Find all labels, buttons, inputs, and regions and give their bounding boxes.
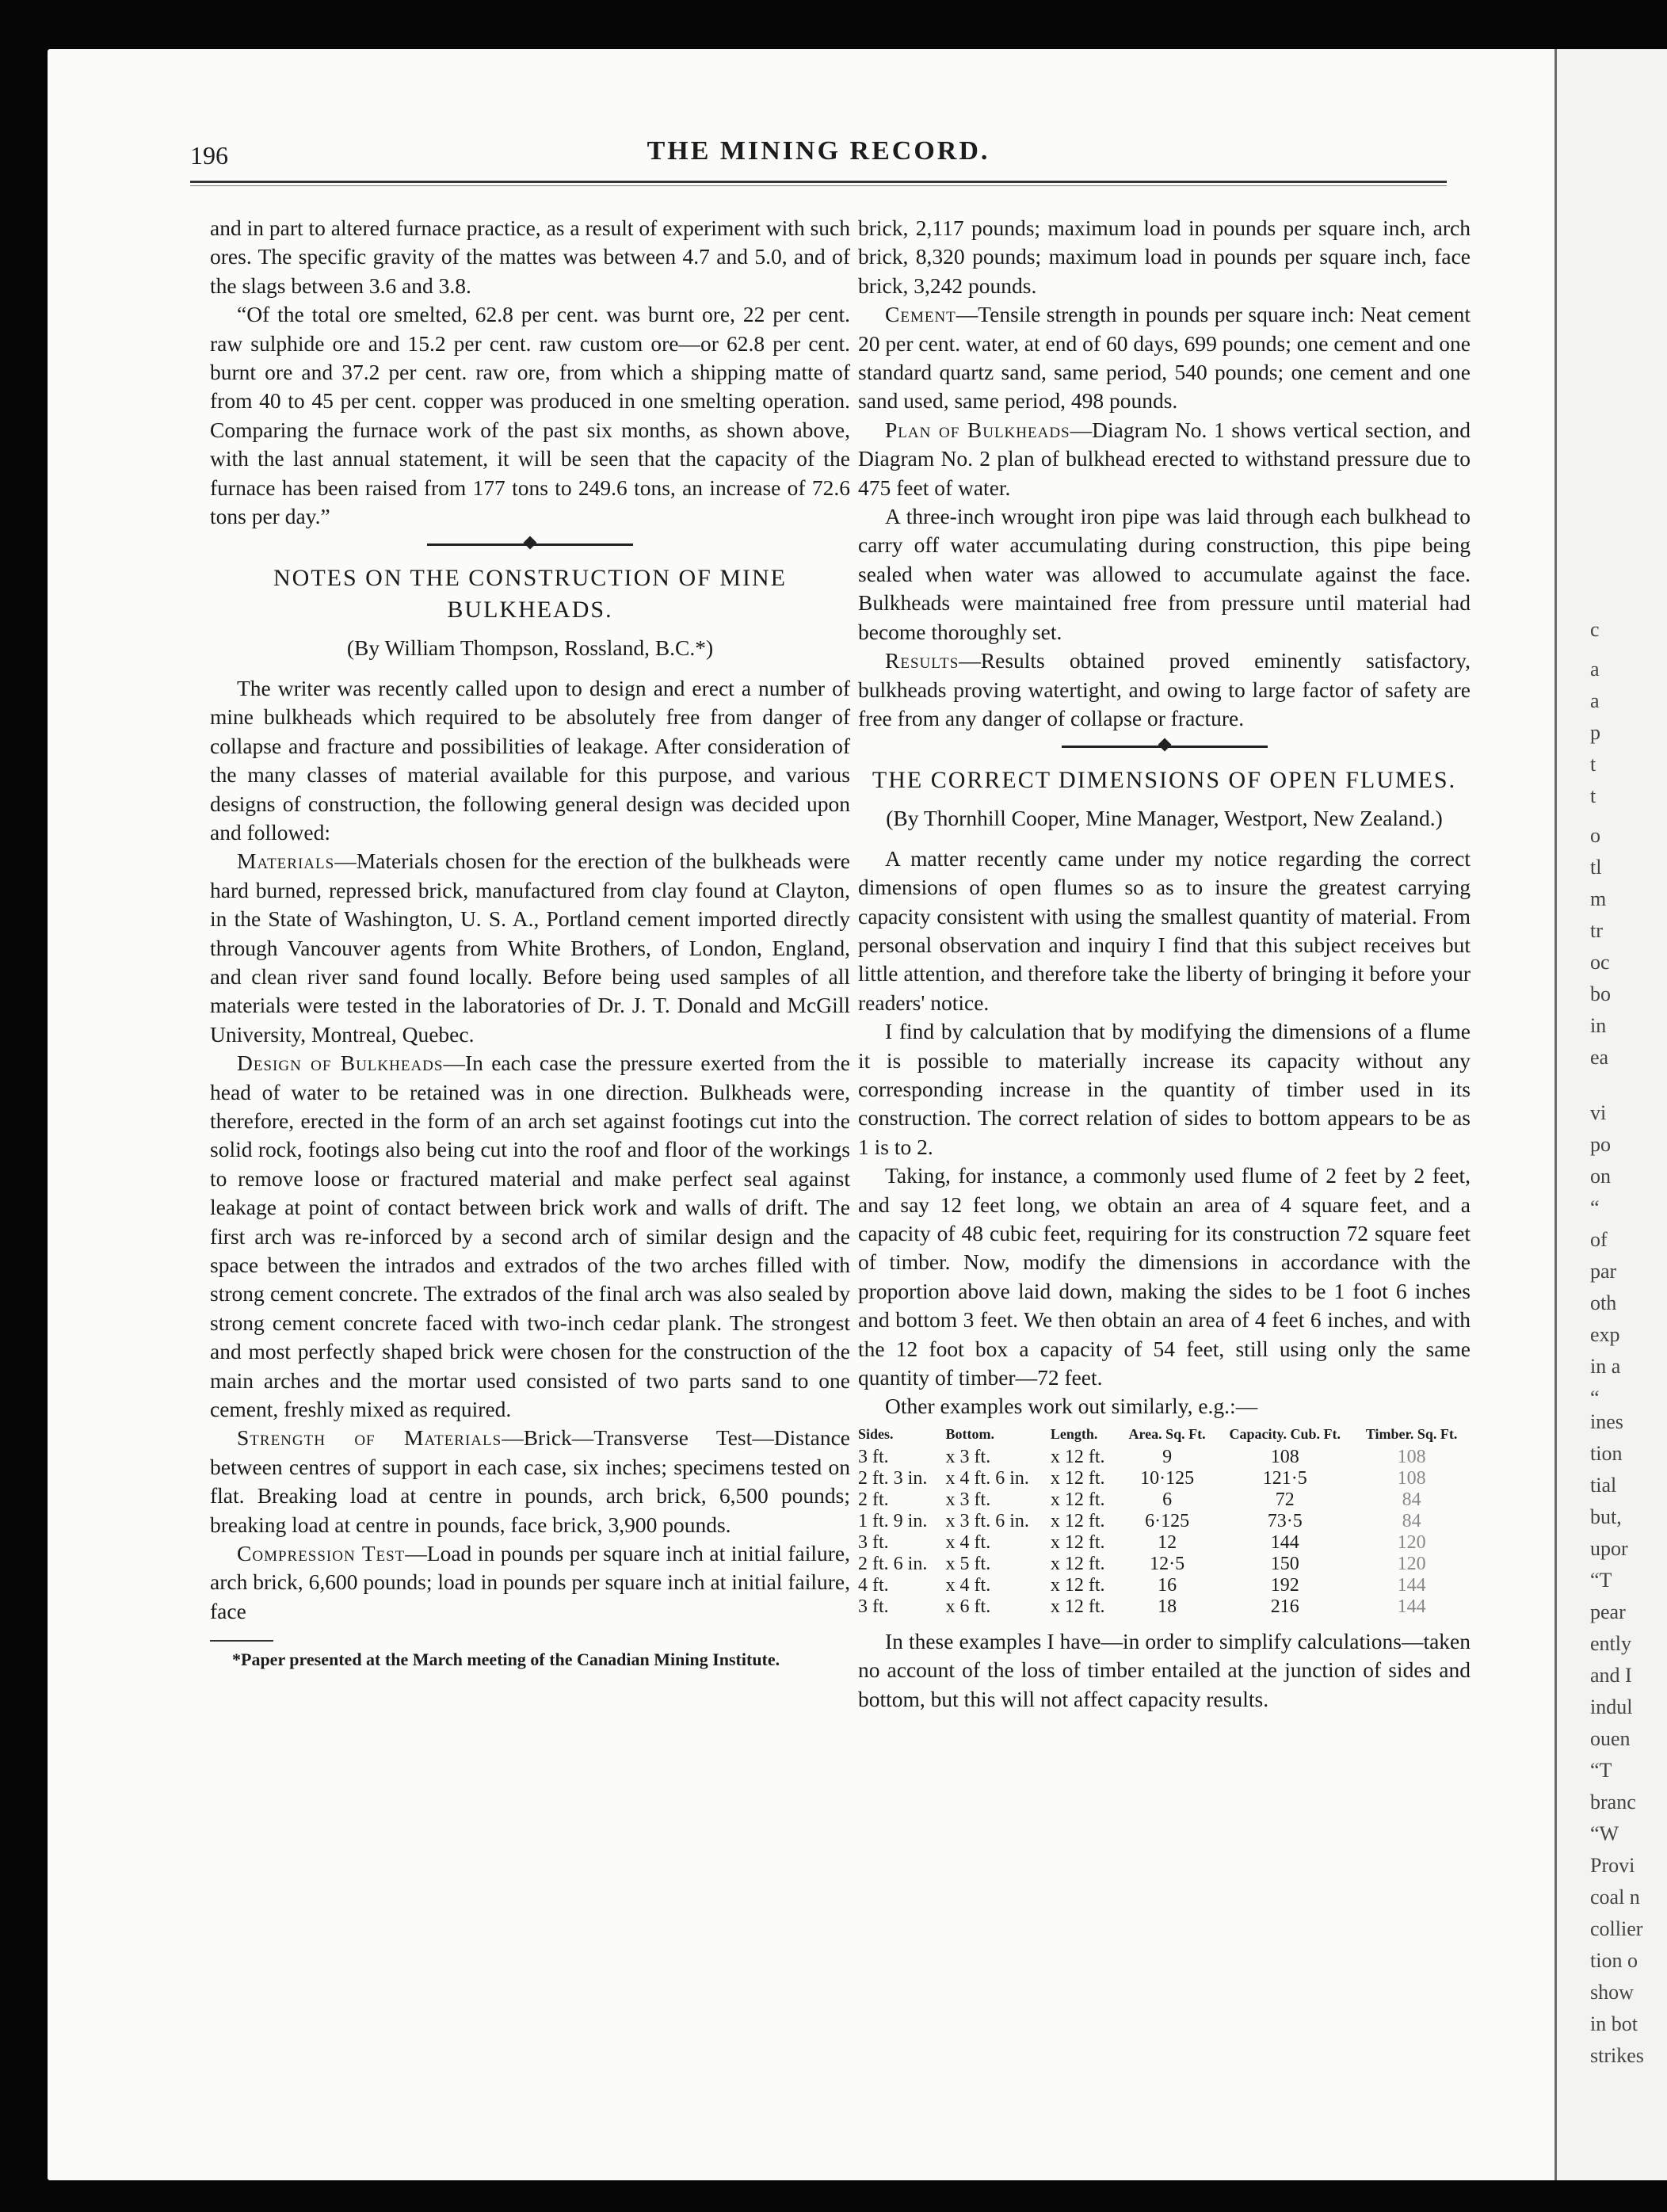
table-cell: 108	[1397, 1446, 1426, 1467]
adjacent-page-text-fragment: m	[1590, 887, 1607, 910]
table-cell: 4 ft.	[858, 1574, 889, 1596]
flume-paragraph-5: In these examples I have—in order to simplify calculations—taken no account of the loss of timber entailed at the junction of sides and bottom, but this will not affect capacity results.	[858, 1628, 1471, 1711]
adjacent-page-text-fragment: c	[1590, 618, 1600, 641]
table-cell: x 12 ft.	[1050, 1489, 1105, 1510]
adjacent-page-text-fragment: coal n	[1590, 1886, 1640, 1909]
table-cell: 3 ft.	[858, 1446, 889, 1467]
article-title-flumes: THE CORRECT DIMENSIONS OF OPEN FLUMES.	[872, 767, 1457, 794]
table-row	[858, 1511, 1471, 1532]
design-heading: Design of Bulkheads	[237, 1051, 444, 1076]
adjacent-page-text-fragment: ea	[1590, 1046, 1609, 1069]
byline-bulkheads: (By William Thompson, Rossland, B.C.*)	[346, 635, 714, 661]
section-divider	[427, 537, 633, 551]
table-header-cell: Capacity. Cub. Ft.	[1229, 1425, 1341, 1442]
table-cell: x 3 ft. 6 in.	[945, 1510, 1029, 1531]
table-cell: 72	[1275, 1489, 1295, 1510]
adjacent-page-text-fragment: oc	[1590, 951, 1610, 974]
strength-heading: Strength of Materials	[237, 1425, 502, 1451]
adjacent-page-text-fragment: a	[1590, 689, 1600, 712]
design-text: —In each case the pressure exerted from the head of water to be retained was in one direction. Bulkheads were, therefore, erected in the form of an arch set against footings cut into the solid rock, footings also being cut into the roof and floor of the workings to remove loose or fractured material and make perfect seal against leakage at point of contact between brick work and walls of drift. The first arch was re-inforced by a second arch of similar design and the space between the intrados and extrados of the two arches filled with strong cement concrete. The extrados of the final arch was also sealed by strong cement concrete faced with two-inch cedar plank. The strongest and most perfectly shaped brick were chosen for the construction of the main arches and the mortar used consisted of two parts sand to one cement, freshly mixed as required.	[210, 1051, 850, 1422]
table-cell: x 4 ft. 6 in.	[945, 1467, 1029, 1489]
adjacent-page-text-fragment: collier	[1590, 1917, 1643, 1940]
running-title: THE MINING RECORD.	[647, 136, 990, 166]
adjacent-page-text-fragment: tion	[1590, 1442, 1623, 1465]
table-header-cell: Area. Sq. Ft.	[1128, 1425, 1206, 1442]
table-cell: 2 ft.	[858, 1489, 889, 1510]
page-header	[190, 136, 1447, 177]
adjacent-page-text-fragment: a	[1590, 658, 1600, 681]
table-cell: x 3 ft.	[945, 1489, 991, 1510]
adjacent-page-text-fragment: “	[1590, 1386, 1600, 1409]
adjacent-page-text-fragment: and I	[1590, 1664, 1632, 1687]
adjacent-page-text-fragment: but,	[1590, 1505, 1622, 1528]
adjacent-page-text-fragment: branc	[1590, 1791, 1636, 1813]
table-cell: x 12 ft.	[1050, 1446, 1105, 1467]
adjacent-page-text-fragment: ines	[1590, 1410, 1623, 1433]
table-cell: 12·5	[1150, 1553, 1185, 1574]
table-cell: 84	[1402, 1510, 1421, 1531]
footnote: *Paper presented at the March meeting of the Canadian Mining Institute.	[232, 1649, 780, 1670]
table-cell: 3 ft.	[858, 1596, 889, 1617]
strength-paragraph	[210, 1424, 850, 1539]
materials-paragraph	[210, 847, 850, 1049]
cement-paragraph	[858, 300, 1471, 416]
table-cell: 121·5	[1262, 1467, 1307, 1489]
continued-paragraph: and in part to altered furnace practice, as a result of experiment with such ores. The specific gravity of the mattes was between 4.7 and 5.0, and of the slags between 3.6 and 3.8.	[210, 215, 850, 298]
plan-paragraph	[858, 416, 1471, 502]
table-cell: 73·5	[1267, 1510, 1303, 1531]
compression-heading: Compression Test	[237, 1541, 406, 1566]
adjacent-page-text-fragment: vi	[1590, 1101, 1607, 1124]
table-header-cell: Bottom.	[945, 1425, 995, 1442]
adjacent-page-text-fragment: strikes	[1590, 2044, 1644, 2067]
table-row	[858, 1468, 1471, 1489]
adjacent-page-text-fragment: exp	[1590, 1323, 1620, 1346]
intro-paragraph: The writer was recently called upon to design and erect a number of mine bulkheads which required to be absolutely free from danger of collapse and fracture and possibilities of leakage. After consideration of the many classes of material available for this purpose, and various designs of construction, the following general design was decided upon and followed:	[210, 675, 850, 845]
table-cell: 144	[1397, 1574, 1426, 1596]
adjacent-page-text-fragment: pear	[1590, 1600, 1626, 1623]
plan-text: —Diagram No. 1 shows vertical section, and Diagram No. 2 plan of bulkhead erected to withstand pressure due to 475 feet of water.	[858, 417, 1471, 500]
continued-paragraph-right: brick, 2,117 pounds; maximum load in pounds per square inch, arch brick, 8,320 pounds; maximum load in pounds per square inch, face brick, 3,242 pounds.	[858, 215, 1471, 298]
results-paragraph	[858, 646, 1471, 733]
table-cell: 3 ft.	[858, 1531, 889, 1553]
adjacent-page-text-fragment: “T	[1590, 1569, 1612, 1592]
cement-heading: Cement	[885, 302, 956, 327]
results-heading: Results	[885, 648, 959, 673]
adjacent-page-text-fragment: upor	[1590, 1537, 1628, 1560]
table-cell: 18	[1158, 1596, 1177, 1617]
adjacent-page-text-fragment: po	[1590, 1133, 1611, 1156]
table-cell: 108	[1270, 1446, 1299, 1467]
compression-text: —Load in pounds per square inch at initial failure, arch brick, 6,600 pounds; load in pounds per square inch at initial failure, face	[210, 1541, 850, 1623]
adjacent-page-text-fragment: bo	[1590, 982, 1611, 1005]
adjacent-page-text-fragment: t	[1590, 753, 1596, 776]
flume-paragraph-2: I find by calculation that by modifying the dimensions of a flume it is possible to materially increase its capacity without any corresponding increase in the quantity of timber used in its construction. The correct relation of sides to bottom appears to be as 1 is to 2.	[858, 1019, 1471, 1159]
table-cell: 120	[1397, 1531, 1426, 1553]
adjacent-page-text-fragment: ently	[1590, 1632, 1631, 1655]
table-header-cell: Timber. Sq. Ft.	[1365, 1425, 1458, 1442]
table-header-row	[858, 1426, 1471, 1447]
table-row	[858, 1554, 1471, 1575]
adjacent-page-text-fragment: par	[1590, 1260, 1617, 1283]
adjacent-page-text-fragment: o	[1590, 824, 1600, 847]
adjacent-page-text-fragment: in a	[1590, 1355, 1621, 1378]
table-cell: x 12 ft.	[1050, 1596, 1105, 1617]
table-header-cell: Sides.	[858, 1425, 894, 1442]
adjacent-page-text-fragment: on	[1590, 1165, 1611, 1188]
table-cell: x 12 ft.	[1050, 1574, 1105, 1596]
table-cell: 6	[1162, 1489, 1173, 1510]
materials-heading: Materials	[237, 849, 335, 874]
adjacent-page-edge	[1554, 49, 1667, 2180]
table-cell: x 3 ft.	[945, 1446, 991, 1467]
table-cell: 10·125	[1140, 1467, 1195, 1489]
adjacent-page-text-fragment: oth	[1590, 1291, 1617, 1314]
results-text: —Results obtained proved eminently satisfactory, bulkheads proving watertight, and owing to large factor of safety are free from any danger of collapse or fracture.	[858, 648, 1471, 730]
table-row	[858, 1575, 1471, 1596]
table-cell: 2 ft. 3 in.	[858, 1467, 928, 1489]
flume-paragraph-3: Taking, for instance, a commonly used flume of 2 feet by 2 feet, and say 12 feet long, we obtain an area of 4 square feet, and a capacity of 48 cubic feet, requiring for its construction 72 square feet of timber. Now, modify the dimensions in accordance with the proportion above laid down, making the sides to be 1 foot 6 inches and bottom 3 feet. We then obtain an area of 4 feet 6 inches, and with the 12 foot box a capacity of 54 feet, still using only the same quantity of timber—72 feet.	[858, 1163, 1471, 1390]
header-rule	[190, 181, 1447, 186]
adjacent-page-text-fragment: indul	[1590, 1695, 1633, 1718]
table-cell: 12	[1158, 1531, 1177, 1553]
table-cell: 1 ft. 9 in.	[858, 1510, 928, 1531]
table-row	[858, 1489, 1471, 1511]
section-divider-right	[1062, 739, 1268, 753]
footnote-rule	[210, 1640, 273, 1642]
compression-paragraph	[210, 1539, 850, 1626]
table-cell: x 4 ft.	[945, 1531, 991, 1553]
table-cell: x 12 ft.	[1050, 1510, 1105, 1531]
quote-paragraph: “Of the total ore smelted, 62.8 per cent. was burnt ore, 22 per cent. raw sulphide ore and 15.2 per cent. raw custom ore—or 62.8 per cent. burnt ore and 37.2 per cent. raw ore, from which a shipping matte of from 40 to 45 per cent. copper was produced in one smelting operation. Comparing the furnace work of the past six months, as shown above, with the last annual statement, it will be seen that the capacity of the furnace has been raised from 177 tons to 249.6 tons, an increase of 72.6 tons per day.”	[210, 302, 850, 529]
table-cell: 9	[1162, 1446, 1173, 1467]
table-cell: 144	[1270, 1531, 1299, 1553]
cement-text: —Tensile strength in pounds per square inch: Neat cement 20 per cent. water, at end of 60 days, 699 pounds; one cement and one standard quartz sand, same period, 540 pounds; one cement and one sand used, same period, 498 pounds.	[858, 302, 1471, 414]
strength-text: —Brick—Transverse Test—Distance between centres of support in each case, six inches; specimens tested on flat. Breaking load at centre in pounds, arch brick, 6,500 pounds; breaking load at centre in pounds, face brick, 3,900 pounds.	[210, 1425, 850, 1537]
table-cell: 150	[1270, 1553, 1299, 1574]
flume-paragraph-4: Other examples work out similarly, e.g.:—	[885, 1394, 1258, 1419]
page-number: 196	[190, 141, 228, 170]
adjacent-page-text-fragment: in	[1590, 1014, 1607, 1037]
adjacent-page-text-fragment: in bot	[1590, 2012, 1638, 2035]
table-cell: 108	[1397, 1467, 1426, 1489]
table-header-cell: Length.	[1050, 1425, 1098, 1442]
adjacent-page-text-fragment: “W	[1590, 1822, 1619, 1845]
adjacent-page-text-fragment: tial	[1590, 1474, 1617, 1497]
left-column	[210, 214, 850, 1671]
design-paragraph	[210, 1049, 850, 1424]
table-row	[858, 1532, 1471, 1554]
adjacent-page-text-fragment: of	[1590, 1228, 1608, 1251]
table-cell: x 12 ft.	[1050, 1531, 1105, 1553]
pipe-paragraph: A three-inch wrought iron pipe was laid through each bulkhead to carry off water accumulating during construction, this pipe being sealed when water was allowed to accumulate against the face. Bulkheads were maintained free from pressure until material had become thoroughly set.	[858, 504, 1471, 644]
adjacent-page-text-fragment: “T	[1590, 1759, 1612, 1782]
plan-heading: Plan of Bulkheads	[885, 417, 1070, 442]
flume-dimensions-table	[858, 1426, 1471, 1618]
table-cell: 84	[1402, 1489, 1421, 1510]
materials-text: —Materials chosen for the erection of the bulkheads were hard burned, repressed brick, manufactured from clay found at Clayton, in the State of Washington, U. S. A., Portland cement imported directly through Vancouver agents from White Brothers, of London, England, and clean river sand found locally. Before being used samples of all materials were tested in the laboratories of Dr. J. T. Donald and McGill University, Montreal, Quebec.	[210, 849, 850, 1047]
adjacent-page-text-fragment: show	[1590, 1981, 1634, 2004]
adjacent-page-text-fragment: “	[1590, 1196, 1600, 1219]
table-cell: 144	[1397, 1596, 1426, 1617]
adjacent-page-text-fragment: t	[1590, 784, 1596, 807]
table-cell: 216	[1270, 1596, 1299, 1617]
flume-paragraph-1: A matter recently came under my notice regarding the correct dimensions of open flumes so as to insure the greatest carrying capacity consistent with using the smallest quantity of material. From personal observation and inquiry I find that this subject receives but little attention, and therefore take the liberty of bringing it before your readers' notice.	[858, 845, 1471, 1015]
article-title-bulkheads: NOTES ON THE CONSTRUCTION OF MINE BULKHEADS.	[273, 565, 787, 624]
table-cell: 16	[1158, 1574, 1177, 1596]
table-cell: 192	[1270, 1574, 1299, 1596]
table-cell: 6·125	[1145, 1510, 1190, 1531]
adjacent-page-text-fragment: tion o	[1590, 1949, 1638, 1972]
table-cell: x 12 ft.	[1050, 1553, 1105, 1574]
byline-flumes: (By Thornhill Cooper, Mine Manager, Westport, New Zealand.)	[886, 806, 1443, 831]
table-cell: x 4 ft.	[945, 1574, 991, 1596]
table-cell: 2 ft. 6 in.	[858, 1553, 928, 1574]
adjacent-page-text-fragment: tr	[1590, 919, 1603, 942]
table-cell: x 5 ft.	[945, 1553, 991, 1574]
adjacent-page-text-fragment: tl	[1590, 856, 1602, 879]
adjacent-page-text-fragment: p	[1590, 721, 1600, 744]
table-cell: x 12 ft.	[1050, 1467, 1105, 1489]
table-cell: x 6 ft.	[945, 1596, 991, 1617]
adjacent-page-text-fragment: ouen	[1590, 1727, 1631, 1750]
adjacent-page-text-fragment: Provi	[1590, 1854, 1635, 1877]
table-row	[858, 1447, 1471, 1468]
table-row	[858, 1596, 1471, 1618]
table-cell: 120	[1397, 1553, 1426, 1574]
right-column	[858, 214, 1471, 1714]
